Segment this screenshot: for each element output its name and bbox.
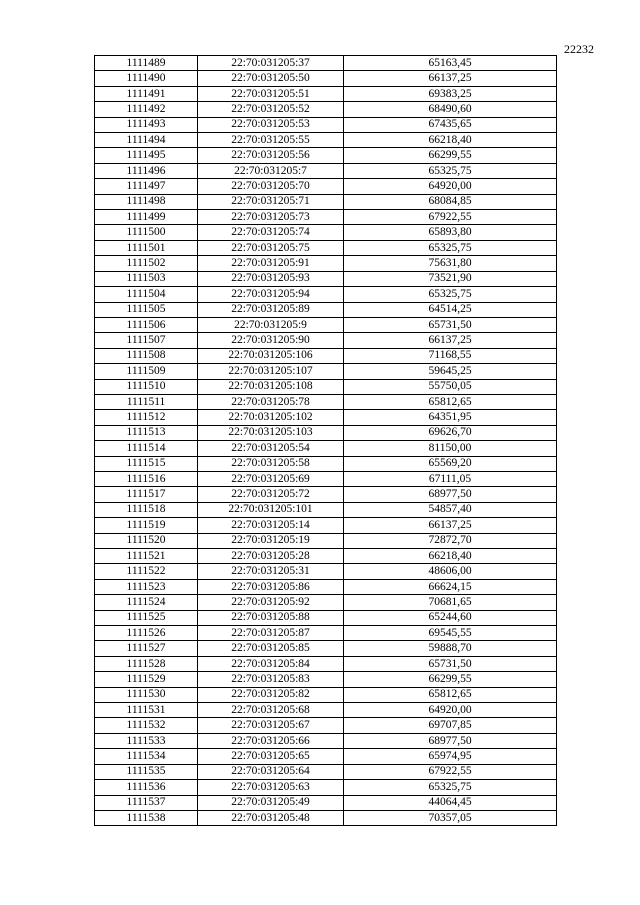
cadastral-number-cell: 22:70:031205:66: [198, 733, 344, 748]
row-number-cell: 1111501: [95, 240, 198, 255]
value-cell: 54857,40: [344, 502, 557, 517]
cadastral-number-cell: 22:70:031205:74: [198, 225, 344, 240]
row-number-cell: 1111508: [95, 348, 198, 363]
row-number-cell: 1111504: [95, 287, 198, 302]
value-cell: 64920,00: [344, 703, 557, 718]
row-number-cell: 1111518: [95, 502, 198, 517]
value-cell: 70681,65: [344, 595, 557, 610]
table-row: [95, 764, 557, 779]
row-number-cell: 1111516: [95, 471, 198, 486]
row-number-cell: 1111533: [95, 733, 198, 748]
cadastral-number-cell: 22:70:031205:69: [198, 471, 344, 486]
table-row: [95, 810, 557, 825]
table-row: [95, 733, 557, 748]
row-number-cell: 1111494: [95, 133, 198, 148]
cadastral-number-cell: 22:70:031205:101: [198, 502, 344, 517]
value-cell: 68977,50: [344, 487, 557, 502]
value-cell: 69626,70: [344, 425, 557, 440]
cadastral-number-cell: 22:70:031205:50: [198, 71, 344, 86]
cadastral-number-cell: 22:70:031205:68: [198, 703, 344, 718]
row-number-cell: 1111503: [95, 271, 198, 286]
cadastral-number-cell: 22:70:031205:88: [198, 610, 344, 625]
value-cell: 65163,45: [344, 56, 557, 71]
row-number-cell: 1111523: [95, 579, 198, 594]
table-row: [95, 641, 557, 656]
value-cell: 75631,80: [344, 256, 557, 271]
table-row: [95, 456, 557, 471]
cadastral-number-cell: 22:70:031205:86: [198, 579, 344, 594]
row-number-cell: 1111535: [95, 764, 198, 779]
table-row: [95, 317, 557, 332]
value-cell: 65731,50: [344, 317, 557, 332]
table-row: [95, 179, 557, 194]
table-row: [95, 163, 557, 178]
row-number-cell: 1111528: [95, 656, 198, 671]
cadastral-number-cell: 22:70:031205:75: [198, 240, 344, 255]
table-row: [95, 210, 557, 225]
cadastral-number-cell: 22:70:031205:55: [198, 133, 344, 148]
table-row: [95, 502, 557, 517]
table-row: [95, 487, 557, 502]
table-row: [95, 379, 557, 394]
row-number-cell: 1111522: [95, 564, 198, 579]
row-number-cell: 1111519: [95, 518, 198, 533]
value-cell: 67922,55: [344, 764, 557, 779]
value-cell: 48606,00: [344, 564, 557, 579]
value-cell: 67111,05: [344, 471, 557, 486]
row-number-cell: 1111525: [95, 610, 198, 625]
value-cell: 70357,05: [344, 810, 557, 825]
value-cell: 71168,55: [344, 348, 557, 363]
value-cell: 67922,55: [344, 210, 557, 225]
table-row: [95, 56, 557, 71]
value-cell: 66299,55: [344, 148, 557, 163]
table-row: [95, 240, 557, 255]
row-number-cell: 1111506: [95, 317, 198, 332]
cadastral-number-cell: 22:70:031205:106: [198, 348, 344, 363]
cadastral-number-cell: 22:70:031205:92: [198, 595, 344, 610]
value-cell: 69383,25: [344, 86, 557, 101]
table-row: [95, 86, 557, 101]
cadastral-number-cell: 22:70:031205:94: [198, 287, 344, 302]
cadastral-number-cell: 22:70:031205:90: [198, 333, 344, 348]
value-cell: 66218,40: [344, 133, 557, 148]
value-cell: 65325,75: [344, 163, 557, 178]
table-row: [95, 672, 557, 687]
value-cell: 69707,85: [344, 718, 557, 733]
row-number-cell: 1111507: [95, 333, 198, 348]
value-cell: 65325,75: [344, 780, 557, 795]
cadastral-number-cell: 22:70:031205:19: [198, 533, 344, 548]
cadastral-number-cell: 22:70:031205:63: [198, 780, 344, 795]
table-row: [95, 225, 557, 240]
cadastral-number-cell: 22:70:031205:49: [198, 795, 344, 810]
value-cell: 64920,00: [344, 179, 557, 194]
row-number-cell: 1111531: [95, 703, 198, 718]
row-number-cell: 1111502: [95, 256, 198, 271]
table-row: [95, 471, 557, 486]
table-row: [95, 117, 557, 132]
table-row: [95, 564, 557, 579]
row-number-cell: 1111517: [95, 487, 198, 502]
cadastral-number-cell: 22:70:031205:70: [198, 179, 344, 194]
row-number-cell: 1111538: [95, 810, 198, 825]
cadastral-number-cell: 22:70:031205:82: [198, 687, 344, 702]
registry-table-body: [95, 56, 557, 826]
value-cell: 65893,80: [344, 225, 557, 240]
value-cell: 66624,15: [344, 579, 557, 594]
row-number-cell: 1111500: [95, 225, 198, 240]
table-row: [95, 749, 557, 764]
table-row: [95, 687, 557, 702]
row-number-cell: 1111510: [95, 379, 198, 394]
value-cell: 68084,85: [344, 194, 557, 209]
row-number-cell: 1111529: [95, 672, 198, 687]
cadastral-number-cell: 22:70:031205:9: [198, 317, 344, 332]
cadastral-number-cell: 22:70:031205:87: [198, 626, 344, 641]
value-cell: 65325,75: [344, 287, 557, 302]
cadastral-number-cell: 22:70:031205:73: [198, 210, 344, 225]
value-cell: 65974,95: [344, 749, 557, 764]
row-number-cell: 1111493: [95, 117, 198, 132]
row-number-cell: 1111537: [95, 795, 198, 810]
cadastral-number-cell: 22:70:031205:85: [198, 641, 344, 656]
table-row: [95, 102, 557, 117]
cadastral-number-cell: 22:70:031205:52: [198, 102, 344, 117]
value-cell: 66137,25: [344, 71, 557, 86]
value-cell: 65569,20: [344, 456, 557, 471]
cadastral-number-cell: 22:70:031205:67: [198, 718, 344, 733]
row-number-cell: 1111521: [95, 549, 198, 564]
cadastral-number-cell: 22:70:031205:54: [198, 441, 344, 456]
cadastral-number-cell: 22:70:031205:56: [198, 148, 344, 163]
cadastral-number-cell: 22:70:031205:28: [198, 549, 344, 564]
cadastral-number-cell: 22:70:031205:31: [198, 564, 344, 579]
row-number-cell: 1111512: [95, 410, 198, 425]
cadastral-number-cell: 22:70:031205:102: [198, 410, 344, 425]
value-cell: 65812,65: [344, 687, 557, 702]
value-cell: 55750,05: [344, 379, 557, 394]
cadastral-number-cell: 22:70:031205:14: [198, 518, 344, 533]
row-number-cell: 1111498: [95, 194, 198, 209]
table-row: [95, 656, 557, 671]
row-number-cell: 1111495: [95, 148, 198, 163]
row-number-cell: 1111505: [95, 302, 198, 317]
cadastral-number-cell: 22:70:031205:93: [198, 271, 344, 286]
table-row: [95, 410, 557, 425]
value-cell: 69545,55: [344, 626, 557, 641]
row-number-cell: 1111514: [95, 441, 198, 456]
cadastral-number-cell: 22:70:031205:58: [198, 456, 344, 471]
value-cell: 59888,70: [344, 641, 557, 656]
registry-table: [94, 55, 557, 826]
row-number-cell: 1111496: [95, 163, 198, 178]
cadastral-number-cell: 22:70:031205:7: [198, 163, 344, 178]
cadastral-number-cell: 22:70:031205:64: [198, 764, 344, 779]
table-row: [95, 703, 557, 718]
cadastral-number-cell: 22:70:031205:51: [198, 86, 344, 101]
value-cell: 65325,75: [344, 240, 557, 255]
value-cell: 68490,60: [344, 102, 557, 117]
row-number-cell: 1111491: [95, 86, 198, 101]
cadastral-number-cell: 22:70:031205:37: [198, 56, 344, 71]
cadastral-number-cell: 22:70:031205:71: [198, 194, 344, 209]
value-cell: 65244,60: [344, 610, 557, 625]
table-row: [95, 518, 557, 533]
cadastral-number-cell: 22:70:031205:84: [198, 656, 344, 671]
table-row: [95, 425, 557, 440]
table-row: [95, 533, 557, 548]
value-cell: 65731,50: [344, 656, 557, 671]
row-number-cell: 1111513: [95, 425, 198, 440]
row-number-cell: 1111530: [95, 687, 198, 702]
cadastral-number-cell: 22:70:031205:107: [198, 364, 344, 379]
cadastral-number-cell: 22:70:031205:72: [198, 487, 344, 502]
cadastral-number-cell: 22:70:031205:108: [198, 379, 344, 394]
table-row: [95, 780, 557, 795]
row-number-cell: 1111527: [95, 641, 198, 656]
table-row: [95, 441, 557, 456]
value-cell: 64351,95: [344, 410, 557, 425]
table-row: [95, 71, 557, 86]
row-number-cell: 1111492: [95, 102, 198, 117]
row-number-cell: 1111490: [95, 71, 198, 86]
cadastral-number-cell: 22:70:031205:91: [198, 256, 344, 271]
table-row: [95, 348, 557, 363]
cadastral-number-cell: 22:70:031205:83: [198, 672, 344, 687]
row-number-cell: 1111526: [95, 626, 198, 641]
table-row: [95, 333, 557, 348]
value-cell: 66299,55: [344, 672, 557, 687]
table-row: [95, 133, 557, 148]
table-row: [95, 364, 557, 379]
value-cell: 73521,90: [344, 271, 557, 286]
row-number-cell: 1111497: [95, 179, 198, 194]
value-cell: 64514,25: [344, 302, 557, 317]
cadastral-number-cell: 22:70:031205:53: [198, 117, 344, 132]
row-number-cell: 1111499: [95, 210, 198, 225]
cadastral-number-cell: 22:70:031205:48: [198, 810, 344, 825]
row-number-cell: 1111515: [95, 456, 198, 471]
row-number-cell: 1111524: [95, 595, 198, 610]
value-cell: 65812,65: [344, 394, 557, 409]
value-cell: 72872,70: [344, 533, 557, 548]
cadastral-number-cell: 22:70:031205:89: [198, 302, 344, 317]
table-row: [95, 595, 557, 610]
table-row: [95, 795, 557, 810]
value-cell: 67435,65: [344, 117, 557, 132]
table-row: [95, 394, 557, 409]
table-row: [95, 194, 557, 209]
row-number-cell: 1111532: [95, 718, 198, 733]
value-cell: 66218,40: [344, 549, 557, 564]
table-row: [95, 718, 557, 733]
value-cell: 66137,25: [344, 333, 557, 348]
row-number-cell: 1111536: [95, 780, 198, 795]
row-number-cell: 1111511: [95, 394, 198, 409]
value-cell: 81150,00: [344, 441, 557, 456]
table-row: [95, 287, 557, 302]
value-cell: 44064,45: [344, 795, 557, 810]
table-row: [95, 626, 557, 641]
table-row: [95, 610, 557, 625]
table-row: [95, 549, 557, 564]
value-cell: 66137,25: [344, 518, 557, 533]
table-row: [95, 256, 557, 271]
value-cell: 68977,50: [344, 733, 557, 748]
cadastral-number-cell: 22:70:031205:78: [198, 394, 344, 409]
cadastral-number-cell: 22:70:031205:65: [198, 749, 344, 764]
row-number-cell: 1111520: [95, 533, 198, 548]
cadastral-number-cell: 22:70:031205:103: [198, 425, 344, 440]
row-number-cell: 1111489: [95, 56, 198, 71]
row-number-cell: 1111509: [95, 364, 198, 379]
table-row: [95, 579, 557, 594]
value-cell: 59645,25: [344, 364, 557, 379]
table-row: [95, 302, 557, 317]
row-number-cell: 1111534: [95, 749, 198, 764]
table-row: [95, 148, 557, 163]
table-row: [95, 271, 557, 286]
page-number: 22232: [564, 42, 594, 56]
